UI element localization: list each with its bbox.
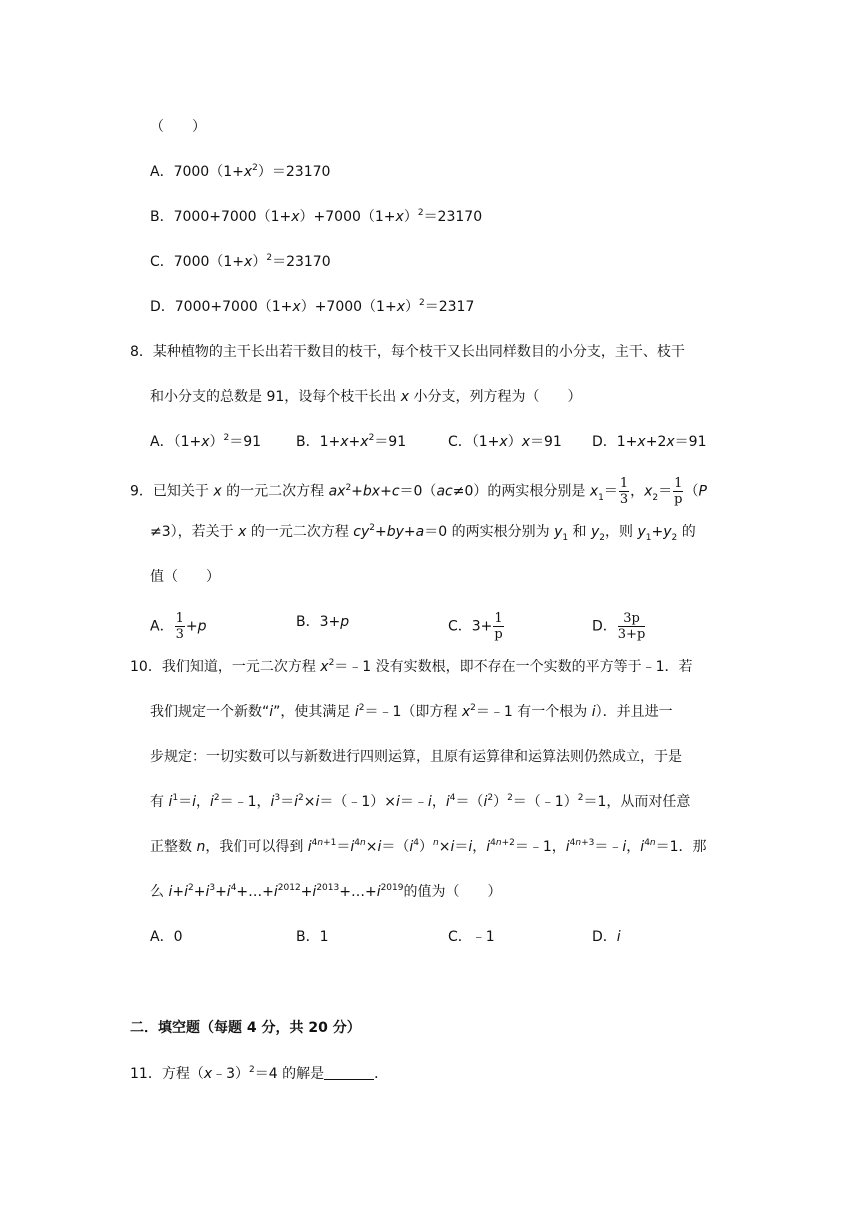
q10-stem-line5: 正整数 n，我们可以得到 $i^{4n+1}=i^{4n}\times i=(i^4)^n\times i=i$，$i^{4n+2}=﹣1$，$i^{4n+3}=﹣i$，$i^{4n}=1$．那	[150, 838, 707, 855]
q9-option-c[interactable]: C．3+ $\frac{1}{p}$	[448, 611, 503, 642]
section-title: 二．填空题（每题 4 分，共 20 分）	[130, 1020, 361, 1036]
q8-stem-line2: 和小分支的总数是 91，设每个枝干长出 x 小分支，列方程为（ ）	[150, 389, 582, 405]
q7-option-a[interactable]: A．$7000(1+x^2)=23170$	[150, 163, 331, 180]
q10-stem-line1: 10．我们知道，一元二次方程 $x^2=﹣1$ 没有实数根，即不存在一个实数的平方等于﹣1．若	[130, 658, 693, 675]
q10-stem-line6: 么 $i+i^2+i^3+i^4+\dots+i^{2012}+i^{2013}+\dots+i^{2019}$的值为（ ）	[150, 883, 502, 900]
q9-stem-line2: ≠3），若关于 x 的一元二次方程 $cy^2+by+a=0$ 的两实根分别为 $y_1$ 和 $y_2$，则 $y_1+y_2$ 的	[150, 523, 696, 543]
q8-option-a[interactable]: A．$(1+x)^2=91$	[150, 433, 262, 450]
q10-option-b[interactable]: B．1	[296, 929, 329, 945]
q9-option-d[interactable]: D． $\frac{3p}{3+p}$	[592, 611, 646, 642]
q11-stem: 11．方程（x﹣3）$^2$＝4 的解是 ．	[130, 1065, 389, 1082]
q10-option-d[interactable]: D．i	[592, 929, 621, 945]
q9-option-b[interactable]: B．3+p	[296, 614, 350, 630]
q10-option-a[interactable]: A．0	[150, 929, 183, 945]
q10-stem-line3: 步规定：一切实数可以与新数进行四则运算，且原有运算律和运算法则仍然成立，于是	[150, 749, 682, 765]
q7-option-c[interactable]: C．$7000(1+x)^2=23170$	[150, 253, 331, 270]
q7-option-d[interactable]: D．$7000+7000(1+x)+7000(1+x)^2=2317$	[150, 298, 475, 315]
q9-stem-line3: 值（ ）	[150, 569, 220, 585]
q7-paren: （ ）	[150, 119, 206, 135]
q8-option-b[interactable]: B．$1+x+x^2=91$	[296, 433, 407, 450]
fraction-one-third: $\frac{1}{3}$	[619, 476, 629, 507]
q7-option-b[interactable]: B．$7000+7000(1+x)+7000(1+x)^2=23170$	[150, 208, 483, 225]
q10-stem-line2: 我们规定一个新数“i”，使其满足 $i^2=﹣1$（即方程 $x^2=﹣1$ 有一个根为 i）．并且进一	[150, 703, 673, 720]
q10-option-c[interactable]: C．﹣1	[448, 929, 495, 945]
q10-stem-line4: 有 $i^1=i$，$i^2=﹣1$，$i^3=i^2\times i=(﹣1)\times i=﹣i$，$i^4=(i^2)^2=(﹣1)^2=1$，从而对任意	[150, 793, 691, 810]
q8-option-d[interactable]: D．1+x+2x＝91	[592, 434, 707, 450]
answer-blank[interactable]	[324, 1065, 374, 1080]
q8-option-c[interactable]: C．（1+x）x＝91	[448, 434, 562, 450]
q9-option-a[interactable]: A． $\frac{1}{3}$ +p	[150, 611, 207, 642]
q8-stem-line1: 8．某种植物的主干长出若干数目的枝干，每个枝干又长出同样数目的小分支，主干、枝干	[130, 344, 685, 360]
fraction-one-over-p: $\frac{1}{p}$	[674, 476, 683, 507]
q9-stem-line1: 9．已知关于 x 的一元二次方程 $ax^2+bx+c=0(ac\ne 0)$的两实根分别是 $x_1=$ $\frac{1}{3}$ ，$x_2=$ $\frac{1}{p}$ （P	[130, 476, 707, 507]
